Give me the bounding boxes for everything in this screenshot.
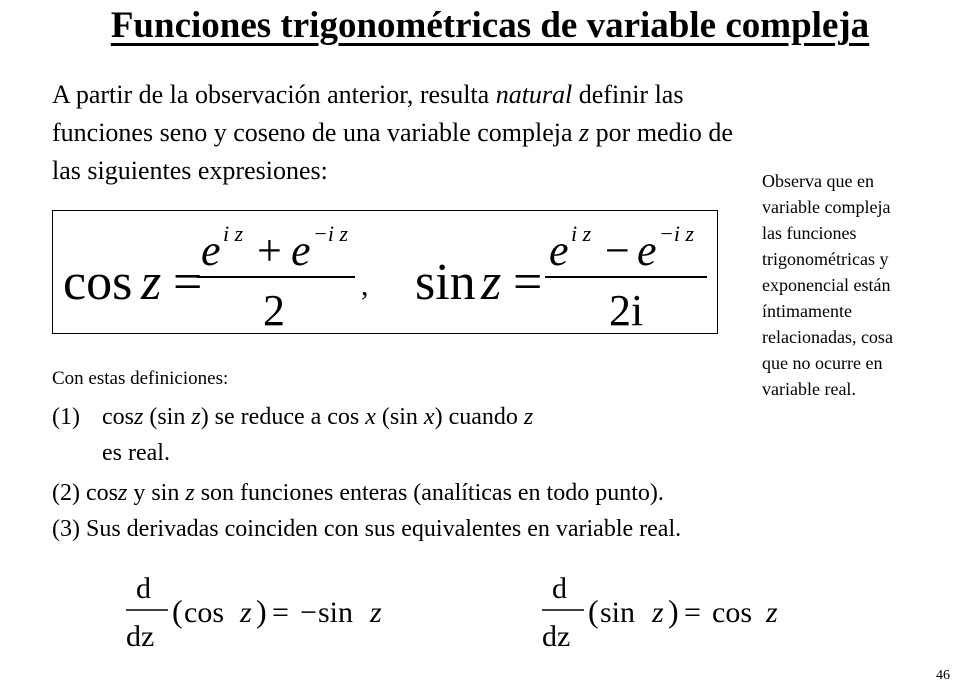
cos-num-exp1: i z (223, 221, 244, 246)
var: z (191, 404, 201, 430)
intro-italic: natural (495, 80, 573, 109)
formula-comma: , (361, 269, 369, 302)
intro-italic: z (579, 118, 590, 147)
text: (sin (375, 404, 424, 430)
page-title: Funciones trigonométricas de variable compleja (110, 5, 870, 46)
intro-text: por medio de (589, 118, 733, 147)
deriv1-lparen: ( (172, 593, 183, 629)
intro-line-1 (52, 80, 683, 110)
text: ) se reduce a cos (200, 404, 366, 430)
deriv2-lparen: ( (588, 593, 599, 629)
side-note-line: variable compleja (762, 197, 891, 217)
cos-variable: z (141, 254, 162, 311)
cos-equals: = (173, 254, 203, 311)
property-item-1-cont: es real. (102, 440, 170, 466)
var: z (134, 404, 144, 430)
intro-text: funciones seno y coseno de una variable compleja (52, 118, 580, 147)
deriv1-dz: dz (126, 620, 155, 653)
var: z (185, 480, 195, 506)
cos-num-plus: + (257, 226, 282, 275)
sin-num-e2: e (637, 226, 657, 275)
text: y sin (127, 480, 186, 506)
sin-equals: = (513, 254, 543, 311)
sin-num-e1: e (549, 226, 569, 275)
text: (sin (143, 404, 192, 430)
side-note-line: Observa que en (762, 171, 874, 191)
property-item-3: (3) Sus derivadas coinciden con sus equivalentes en variable real. (52, 516, 682, 542)
sin-num-exp1: i z (571, 221, 592, 246)
sin-denominator: 2i (609, 286, 644, 335)
property-item-1 (102, 404, 533, 431)
deriv2-rparen: ) (668, 593, 679, 629)
deriv2-d: d (552, 572, 567, 605)
side-note-line: las funciones (762, 223, 857, 243)
deriv2-z2: z (766, 596, 778, 629)
cos-num-e1: e (201, 226, 221, 275)
side-note-line: que no ocurre en (762, 353, 883, 373)
var: z (117, 480, 128, 506)
var: x (423, 404, 435, 430)
cos-denominator: 2 (263, 286, 285, 335)
property-item-1-num: (1) (52, 404, 80, 430)
property-item-2 (52, 480, 664, 507)
var: x (365, 404, 376, 430)
deriv1-eq: = (272, 596, 289, 629)
cos-function: cos (63, 254, 133, 311)
deriv1-minus: − (300, 596, 317, 629)
deriv1-sin: sin (318, 596, 354, 629)
derivative-svg (0, 560, 980, 680)
intro-line-2 (52, 118, 733, 148)
text: ) cuando (434, 404, 524, 430)
text: (2) cos (52, 480, 118, 506)
formula-box (52, 210, 718, 334)
intro-line-3: las siguientes expresiones: (52, 156, 328, 185)
sin-num-exp2: −i z (659, 221, 695, 246)
deriv1-rparen: ) (256, 593, 267, 629)
deriv1-cos: cos (184, 596, 224, 629)
derivative-formulas (0, 560, 980, 680)
side-note-line: íntimamente (762, 301, 852, 321)
deriv1-d: d (136, 572, 151, 605)
properties-intro: Con estas definiciones: (52, 368, 229, 389)
intro-text: definir las (572, 80, 684, 109)
deriv2-sin: sin (600, 596, 636, 629)
side-note-line: exponencial están (762, 275, 891, 295)
sin-function: sin (415, 254, 476, 311)
side-note-line: relacionadas, cosa (762, 327, 893, 347)
deriv2-eq: = (684, 596, 701, 629)
page-number: 46 (936, 668, 950, 683)
cos-num-exp2: −i z (313, 221, 349, 246)
sin-num-minus: − (605, 226, 630, 275)
deriv2-dz: dz (542, 620, 571, 653)
var: z (523, 404, 534, 430)
side-note (762, 168, 972, 402)
deriv1-z: z (240, 596, 252, 629)
side-note-line: variable real. (762, 379, 856, 399)
deriv2-cos: cos (712, 596, 752, 629)
text: son funciones enteras (analíticas en todo punto). (194, 480, 664, 506)
cos-num-e2: e (291, 226, 311, 275)
text: cos (102, 404, 134, 430)
side-note-line: trigonométricas y (762, 249, 889, 269)
deriv2-z: z (652, 596, 664, 629)
formula-svg (53, 211, 719, 335)
deriv1-z2: z (370, 596, 382, 629)
intro-text: A partir de la observación anterior, resulta (52, 80, 496, 109)
sin-variable: z (481, 254, 502, 311)
